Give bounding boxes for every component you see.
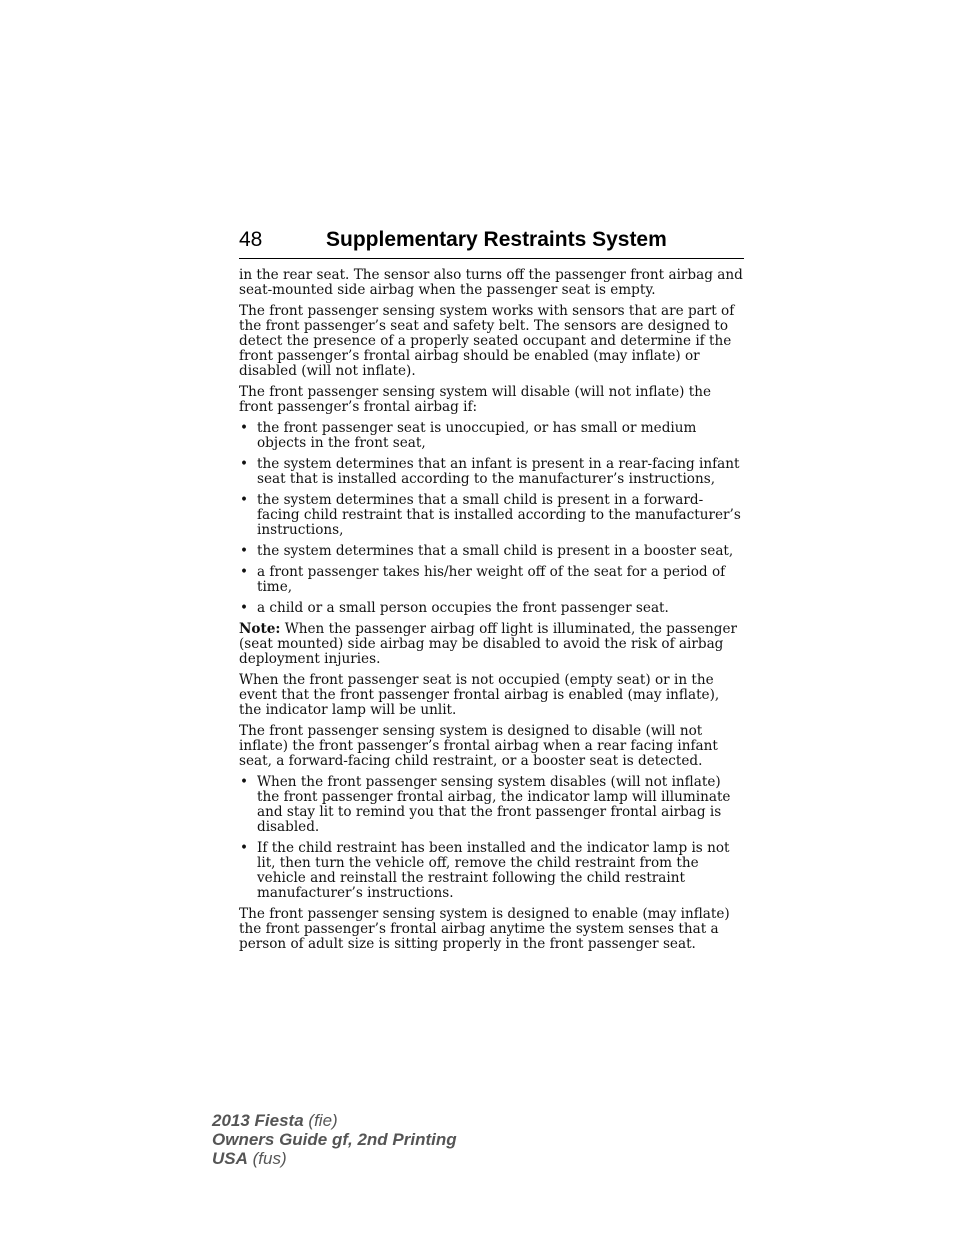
page-header	[239, 228, 744, 259]
list-item-text: a front passenger takes his/her weight off of the seat for a period of time,	[257, 564, 726, 595]
list-item-text: the front passenger seat is unoccupied, or has small or medium objects in the front seat,	[257, 420, 697, 451]
bullet-icon: •	[240, 840, 249, 856]
indicator-lamp-list	[239, 775, 744, 901]
section-title: Supplementary Restraints System	[326, 228, 667, 251]
footer-model-code: (fie)	[303, 1111, 338, 1130]
note-paragraph	[239, 622, 744, 667]
list-item-text: the system determines that an infant is present in a rear-facing infant seat that is installed according to the manufacturer’s instructions,	[257, 456, 740, 487]
paragraph: The front passenger sensing system will disable (will not inflate) the front passenger’s frontal airbag if:	[239, 384, 712, 415]
footer-market-line	[212, 1149, 457, 1168]
list-item-text: When the front passenger sensing system disables (will not inflate) the front passenger frontal airbag, the indicator lamp will illuminate and stay lit to remind you that the front passenger frontal airbag is disabled.	[257, 774, 731, 835]
bullet-icon: •	[240, 456, 249, 472]
footer-guide: Owners Guide gf, 2nd Printing	[212, 1130, 457, 1149]
note-label: Note:	[239, 621, 281, 637]
paragraph: When the front passenger seat is not occupied (empty seat) or in the event that the front passenger frontal airbag is enabled (may inflate), the indicator lamp will be unlit.	[239, 672, 720, 718]
list-item	[239, 775, 744, 835]
paragraph: The front passenger sensing system is designed to disable (will not inflate) the front passenger’s frontal airbag when a rear facing infant seat, a forward-facing child restraint, or a booster seat is detected.	[239, 723, 718, 769]
list-item	[239, 601, 744, 616]
list-item	[239, 457, 744, 487]
list-item	[239, 565, 744, 595]
bullet-icon: •	[240, 564, 249, 580]
page-number: 48	[239, 228, 263, 251]
main-content	[239, 268, 744, 958]
list-item	[239, 421, 744, 451]
page-footer	[212, 1111, 457, 1168]
disable-conditions-list	[239, 421, 744, 616]
list-item-text: the system determines that a small child is present in a forward-facing child restraint that is installed according to the manufacturer’s instructions,	[257, 492, 741, 538]
bullet-icon: •	[240, 492, 249, 508]
note-text: When the passenger airbag off light is illuminated, the passenger (seat mounted) side airbag may be disabled to avoid the risk of airbag deployment injuries.	[239, 621, 737, 667]
footer-market: USA	[212, 1149, 248, 1168]
paragraph: The front passenger sensing system works with sensors that are part of the front passenger’s seat and safety belt. The sensors are designed to detect the presence of a properly seated occupant and determine if the front passenger’s frontal airbag should be enabled (may inflate) or disabled (will not inflate).	[239, 303, 735, 379]
footer-guide-line	[212, 1130, 457, 1149]
paragraph: in the rear seat. The sensor also turns off the passenger front airbag and seat-mounted side airbag when the passenger seat is empty.	[239, 267, 743, 298]
list-item	[239, 544, 744, 559]
list-item-text: a child or a small person occupies the front passenger seat.	[257, 600, 669, 616]
footer-model: 2013 Fiesta	[212, 1111, 304, 1130]
paragraph: The front passenger sensing system is designed to enable (may inflate) the front passenger’s frontal airbag anytime the system senses that a person of adult size is sitting properly in the front passenger seat.	[239, 906, 730, 952]
footer-model-line	[212, 1111, 457, 1130]
bullet-icon: •	[240, 420, 249, 436]
list-item	[239, 841, 744, 901]
bullet-icon: •	[240, 774, 249, 790]
footer-market-code: (fus)	[247, 1149, 287, 1168]
bullet-icon: •	[240, 600, 249, 616]
list-item-text: the system determines that a small child is present in a booster seat,	[257, 543, 734, 559]
list-item-text: If the child restraint has been installed and the indicator lamp is not lit, then turn the vehicle off, remove the child restraint from the vehicle and reinstall the restraint following the child restraint manufacturer’s instructions.	[257, 840, 730, 901]
bullet-icon: •	[240, 543, 249, 559]
list-item	[239, 493, 744, 538]
